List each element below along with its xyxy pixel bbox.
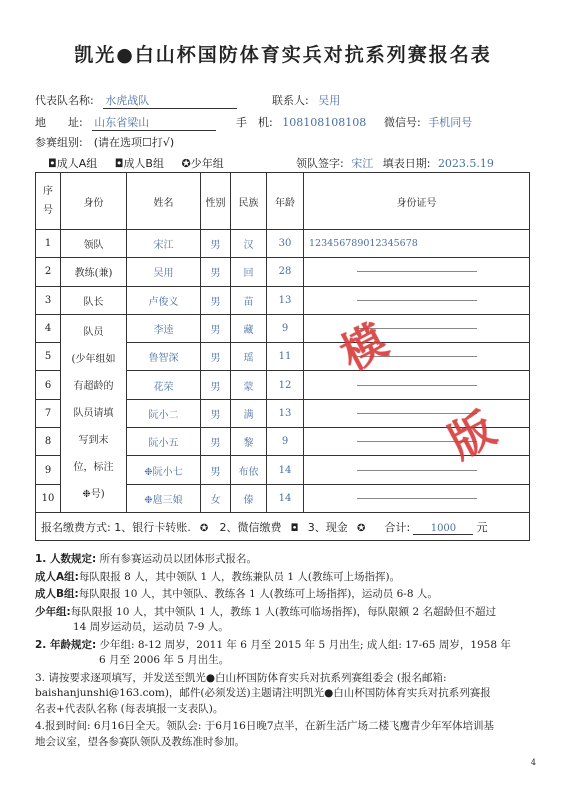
fill-date-value: 2023.5.19 (437, 157, 494, 170)
row-age[interactable]: 9 (267, 314, 304, 342)
table-row (36, 230, 530, 258)
row-gender[interactable]: 男 (201, 371, 231, 399)
row-gender[interactable]: 男 (201, 456, 231, 484)
id-placeholder-line (357, 271, 477, 272)
wechat-label: 微信号: (384, 116, 421, 129)
leader-sign-value: 宋江 (351, 157, 374, 170)
row-gender[interactable]: 男 (201, 399, 231, 427)
row-ethnicity[interactable]: 黎 (231, 428, 267, 456)
row-gender[interactable]: 男 (201, 343, 231, 371)
row-id[interactable] (304, 456, 530, 484)
address-row (35, 114, 216, 131)
table-row (36, 286, 530, 314)
row-age[interactable]: 30 (267, 230, 304, 258)
phone-row (236, 114, 366, 130)
leader-sign-label: 领队签字: (296, 157, 344, 170)
row-age[interactable]: 13 (267, 399, 304, 427)
header-seq: 序 号 (36, 173, 61, 230)
contact-row (272, 92, 340, 108)
stamp-char-1: 模 (332, 315, 396, 381)
radio-checked-icon: ◘ (48, 157, 57, 170)
note-1: 1. 人数规定: 所有参赛运动员以团体形式报名。 (35, 553, 257, 565)
table-row (36, 314, 530, 342)
contact-value: 吴用 (318, 94, 341, 107)
row-gender[interactable]: 男 (201, 314, 231, 342)
gear-icon: ✪ (181, 157, 191, 170)
row-name[interactable]: 吴用 (127, 258, 201, 286)
team-row (35, 92, 237, 109)
fee-label: 报名缴费方式: 1、银行卡转账. (41, 520, 191, 534)
row-ethnicity[interactable]: 苗 (231, 286, 267, 314)
total-value[interactable]: 1000 (413, 523, 473, 535)
registration-table (35, 172, 530, 541)
row-age[interactable]: 28 (267, 258, 304, 286)
team-label: 代表队名称: (35, 94, 94, 107)
form-title: 凯光●白山杯国防体育实兵对抗系列赛报名表 (74, 44, 492, 66)
team-value: 水虎战队 (103, 92, 237, 109)
stamp-char-2: 版 (440, 403, 504, 469)
row-ethnicity[interactable]: 满 (231, 399, 267, 427)
contact-label: 联系人: (272, 94, 309, 107)
note-3: 3. 请按要求逐项填写，并发送至凯光●白山杯国防体育实兵对抗系列赛组委会 (报名邮箱: baishanjunshi@163.com)，邮件(必须发送)主题请注明凯光●白山杯国防体育实兵对抗系列赛报 名表+代表队名称 (每表填报一支表队)。 (35, 671, 491, 715)
group-option-adult-b[interactable]: ◘成人B组 (114, 157, 164, 170)
row-id[interactable] (304, 371, 530, 399)
id-placeholder-line (357, 498, 477, 499)
row-seq: 6 (36, 371, 61, 399)
row-id[interactable] (304, 399, 530, 427)
row-id[interactable] (304, 286, 530, 314)
note-adult-b: 成人B组:每队限报 10 人，其中领队、教练各 1 人(教练可上场指挥)，运动员 6-8 人。 (35, 588, 438, 600)
row-id[interactable] (304, 258, 530, 286)
role-member-note: 队员 (少年组如 有超龄的 队员请填 写到末 位，标注 ❉号) (61, 314, 127, 512)
row-name[interactable]: 阮小五 (127, 428, 201, 456)
note-2: 2. 年龄规定: 少年组: 8-12 周岁，2011 年 6 月至 2015 年 5 月出生; 成人组: 17-65 周岁，1958 年 6 月至 2006 年 5 月出生。 (35, 638, 511, 666)
note-youth: 少年组:每队限报 10 人，其中领队 1 人，教练 1 人(教练可临场指挥)，每队限额 2 名超龄但不超过 14 周岁运动员，运动员 7-9 人。 (35, 605, 496, 633)
row-role: 教练(兼) (61, 258, 127, 286)
id-placeholder-line (357, 385, 477, 386)
row-name[interactable]: 鲁智深 (127, 343, 201, 371)
row-age[interactable]: 14 (267, 484, 304, 512)
header-age: 年龄 (267, 173, 304, 230)
fill-date-label: 填表日期: (382, 157, 431, 170)
row-age[interactable]: 14 (267, 456, 304, 484)
row-age[interactable]: 11 (267, 343, 304, 371)
row-name[interactable]: 花荣 (127, 371, 201, 399)
group-option-youth[interactable]: ✪少年组 (181, 157, 224, 170)
fee-option-cash: 3、现金 (307, 520, 348, 534)
fee-option-wechat: 2、微信缴费 (219, 520, 282, 534)
wechat-row (384, 114, 472, 130)
row-ethnicity[interactable]: 蒙 (231, 371, 267, 399)
phone-value: 108108108108 (282, 116, 367, 129)
row-role: 队长 (61, 286, 127, 314)
fee-option-cash-icon[interactable]: ✪ (356, 522, 366, 534)
row-id[interactable]: 123456789012345678 (304, 230, 530, 258)
row-ethnicity[interactable]: 回 (231, 258, 267, 286)
row-gender[interactable]: 女 (201, 484, 231, 512)
group-option-adult-a[interactable]: ◘成人A组 (48, 157, 98, 170)
row-role: 领队 (61, 230, 127, 258)
row-seq: 10 (36, 484, 61, 512)
row-gender[interactable]: 男 (201, 428, 231, 456)
total-label: 合计: (384, 520, 411, 534)
fee-option-wechat-icon[interactable]: ◘ (290, 522, 299, 534)
row-ethnicity[interactable]: 藏 (231, 314, 267, 342)
row-age[interactable]: 12 (267, 371, 304, 399)
wechat-value: 手机同号 (428, 116, 473, 129)
row-name[interactable]: ❉扈三娘 (127, 484, 201, 512)
fee-cell (36, 512, 530, 540)
row-seq: 2 (36, 258, 61, 286)
row-gender[interactable]: 男 (201, 258, 231, 286)
id-placeholder-line (357, 300, 477, 301)
row-name[interactable]: ❉阮小七 (127, 456, 201, 484)
row-id[interactable] (304, 484, 530, 512)
row-seq: 3 (36, 286, 61, 314)
row-ethnicity[interactable]: 布依 (231, 456, 267, 484)
header-role: 身份 (61, 173, 127, 230)
address-value: 山东省梁山 (92, 114, 216, 131)
header-id: 身份证号 (304, 173, 530, 230)
row-id[interactable] (304, 343, 530, 371)
id-placeholder-line (357, 470, 477, 471)
fee-option-bank-icon[interactable]: ✪ (199, 522, 209, 534)
phone-label: 手 机: (236, 116, 273, 129)
row-age[interactable]: 13 (267, 286, 304, 314)
group-options (48, 155, 224, 171)
row-gender[interactable]: 男 (201, 230, 231, 258)
header-gender: 性别 (201, 173, 231, 230)
row-name[interactable]: 宋江 (127, 230, 201, 258)
note-adult-a: 成人A组:每队限报 8 人，其中领队 1 人，教练兼队员 1 人(教练可上场指挥)。 (35, 570, 401, 583)
group-label: 参赛组别: (请在选项☐打√) (35, 136, 175, 149)
row-seq: 7 (36, 399, 61, 427)
notes-section (35, 552, 535, 752)
row-name[interactable]: 卢俊义 (127, 286, 201, 314)
note-4: 4.报到时间: 6月16日全天。领队会: 于6月16日晚7点半，在新生活广场二楼飞鹰青少年军体培训基 地会议室，望各参赛队领队及教练准时参加。 (35, 720, 495, 748)
total-unit: 元 (476, 520, 488, 534)
row-seq: 4 (36, 314, 61, 342)
header-name: 姓名 (127, 173, 201, 230)
sign-date-row (296, 155, 494, 171)
row-name[interactable]: 阮小二 (127, 399, 201, 427)
row-name[interactable]: 李逵 (127, 314, 201, 342)
row-age[interactable]: 9 (267, 428, 304, 456)
table-row (36, 258, 530, 286)
radio-checked-icon: ◘ (114, 157, 124, 170)
address-label: 地 址: (35, 116, 83, 129)
row-seq: 9 (36, 456, 61, 484)
row-seq: 1 (36, 230, 61, 258)
table-header-row (36, 173, 530, 230)
row-seq: 8 (36, 428, 61, 456)
header-ethnicity: 民族 (231, 173, 267, 230)
row-ethnicity[interactable]: 汉 (231, 230, 267, 258)
row-seq: 5 (36, 343, 61, 371)
row-ethnicity[interactable]: 傣 (231, 484, 267, 512)
row-ethnicity[interactable]: 瑶 (231, 343, 267, 371)
fee-row (36, 512, 530, 540)
row-gender[interactable]: 男 (201, 286, 231, 314)
page-number: 4 (530, 758, 536, 767)
